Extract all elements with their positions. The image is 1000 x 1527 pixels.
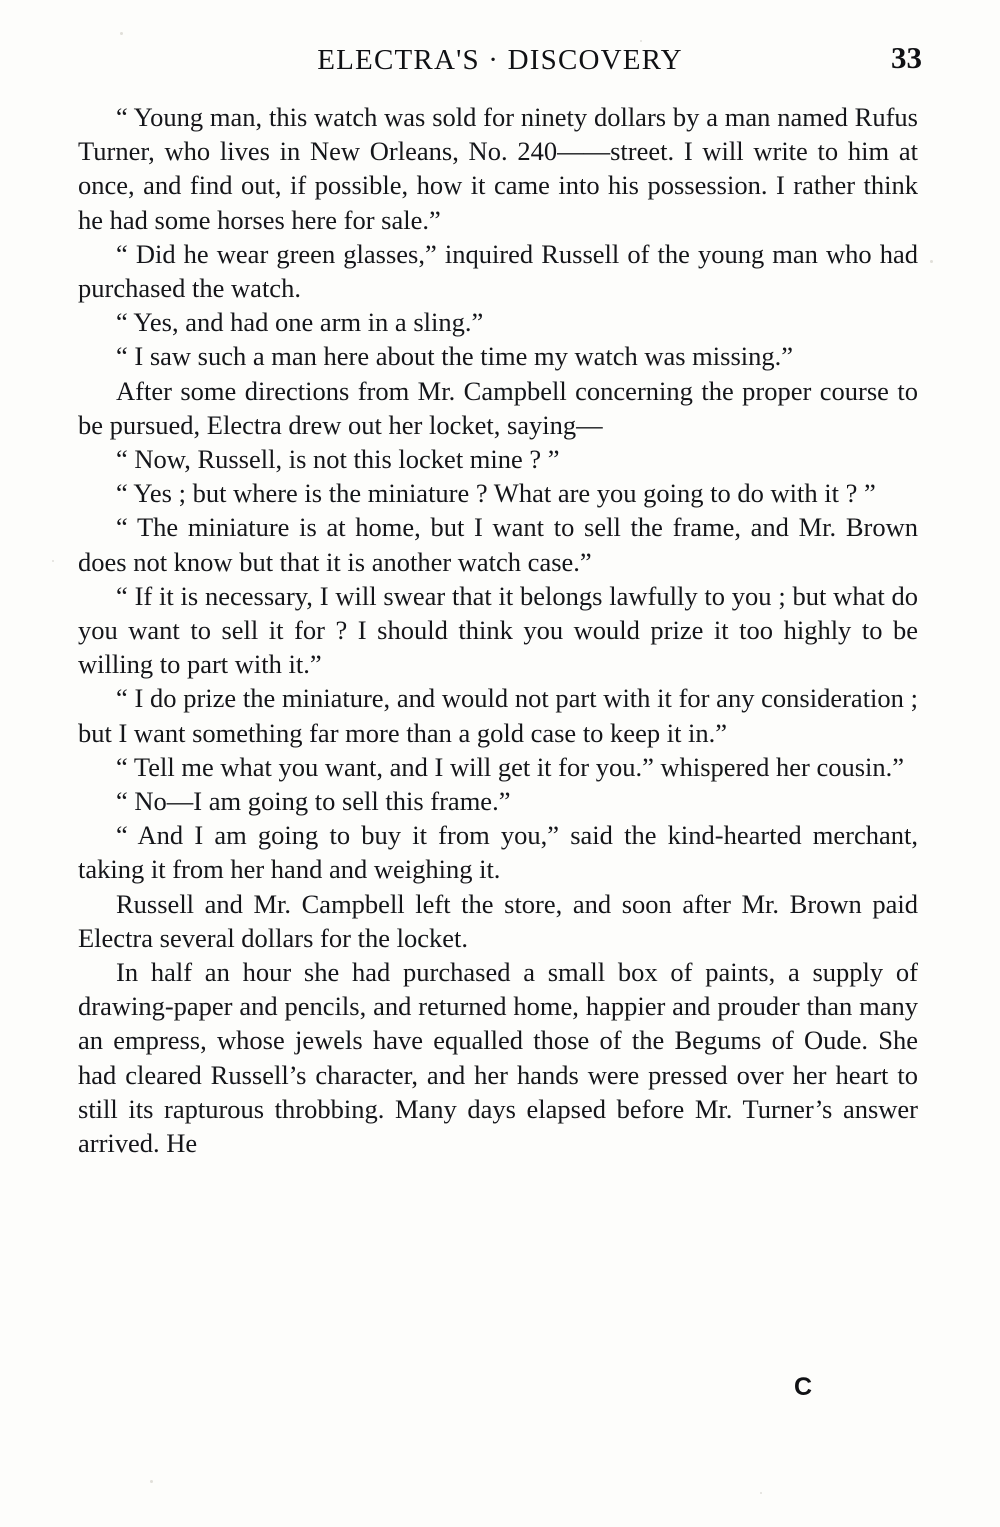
paragraph: Russell and Mr. Campbell left the store, and soon after Mr. Brown paid Electra several dollars for the locket. xyxy=(78,888,918,953)
paragraph: “ Young man, this watch was sold for ninety dollars by a man named Rufus Turner, who lives in New Orleans, No. 240——street. I will write to him at once, and find out, if possible, how it came into his possession. I rather think he had some horses here for sale.” xyxy=(78,102,918,235)
paragraph: “ And I am going to buy it from you,” said the kind-hearted merchant, taking it from her hand and weighing it. xyxy=(78,820,918,885)
paragraph: “ Did he wear green glasses,” inquired Russell of the young man who had purchased the watch. xyxy=(78,238,918,304)
page-body xyxy=(78,100,918,1160)
paragraph: In half an hour she had purchased a small box of paints, a supply of drawing-paper and pencils, and returned home, happier and prouder than many an empress, whose jewels have equalled those of the Begums of Oude. She had cleared Russell’s character, and her hands were pressed over her heart to still its rapturous throbbing. Many days elapsed before Mr. Turner’s answer arrived. He xyxy=(78,957,918,1159)
paragraph: After some directions from Mr. Campbell concerning the proper course to be pursued, Electra drew out her locket, saying— xyxy=(78,375,918,440)
paragraph: “ The miniature is at home, but I want to sell the frame, and Mr. Brown does not know but that it is another watch case.” xyxy=(78,512,918,577)
page-number: 33 xyxy=(891,40,922,75)
page-header xyxy=(78,40,922,77)
paragraph: “ If it is necessary, I will swear that it belongs lawfully to you ; but what do you want to sell it for ? I should think you would prize it too highly to be willing to part with it.” xyxy=(78,580,918,680)
paragraph: “ Yes ; but where is the miniature ? What are you going to do with it ? ” xyxy=(116,478,876,509)
paragraph: “ I do prize the miniature, and would not part with it for any consideration ; but I want something far more than a gold case to keep it in.” xyxy=(78,683,918,748)
signature-mark: C xyxy=(793,1373,812,1401)
running-title: ELECTRA'S · DISCOVERY xyxy=(317,44,683,76)
paragraph: “ I saw such a man here about the time my watch was missing.” xyxy=(116,341,794,372)
paragraph: “ Yes, and had one arm in a sling.” xyxy=(116,307,484,338)
paragraph: “ Now, Russell, is not this locket mine ? ” xyxy=(116,444,560,475)
paragraph: “ No—I am going to sell this frame.” xyxy=(116,786,511,817)
paragraph: “ Tell me what you want, and I will get it for you.” whispered her cousin.” xyxy=(116,751,905,782)
